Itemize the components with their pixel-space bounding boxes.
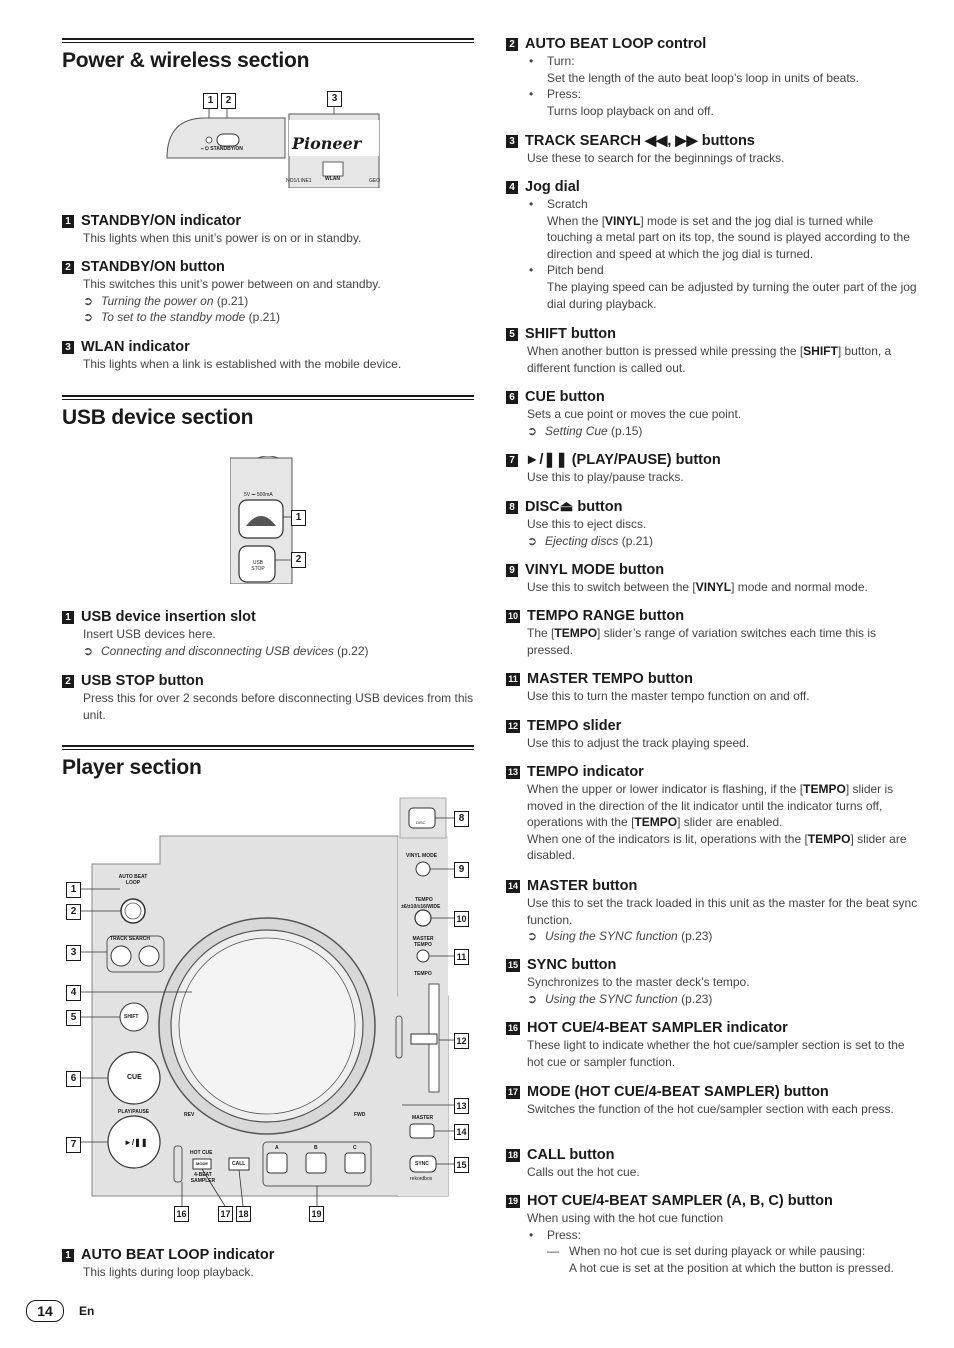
bullet: • Pitch bend xyxy=(527,262,918,279)
ref-link[interactable]: ➲ Using the SYNC function (p.23) xyxy=(527,991,713,1006)
right-item-13 xyxy=(506,763,918,864)
callout-5: 5 xyxy=(66,1010,81,1026)
pad-c-label: C xyxy=(353,1145,357,1151)
right-item-4 xyxy=(506,178,918,312)
dash-line: A hot cue is set at the position at which the button is pressed. xyxy=(569,1260,894,1275)
item-body xyxy=(527,1227,926,1277)
master-label: MASTER xyxy=(412,1115,434,1121)
power-item-2 xyxy=(62,258,474,326)
play-pause-icon: ►/❚❚ xyxy=(124,1138,148,1147)
right-item-3 xyxy=(506,132,918,167)
usb-stop-label: USB STOP xyxy=(251,560,265,572)
rev-label: REV xyxy=(184,1112,195,1118)
play-pause-label: PLAY/PAUSE xyxy=(118,1109,150,1115)
item-number: 3 xyxy=(506,135,518,148)
right-item-16 xyxy=(506,1019,918,1070)
callout-2: 2 xyxy=(221,93,236,109)
item-title: TEMPO slider xyxy=(527,718,622,734)
player-section-title: Player section xyxy=(62,756,202,779)
ref-link[interactable]: ➲ To set to the standby mode (p.21) xyxy=(83,310,281,325)
item-body: Use this to adjust the track playing speed. xyxy=(527,736,750,750)
tempo-slider-label: TEMPO xyxy=(414,971,432,977)
callout-2: 2 xyxy=(66,904,81,920)
call-label: CALL xyxy=(232,1161,246,1167)
item-number: 1 xyxy=(62,215,74,228)
bullet: • Scratch xyxy=(527,196,918,213)
item-title: TEMPO RANGE button xyxy=(527,608,685,624)
item-number: 2 xyxy=(506,38,518,51)
item-title: ►/❚❚ (PLAY/PAUSE) button xyxy=(525,452,721,468)
ref-link[interactable]: ➲ Ejecting discs (p.21) xyxy=(527,533,654,548)
callout-1: 1 xyxy=(66,882,81,898)
item-title: MASTER TEMPO button xyxy=(527,671,693,687)
section-rule xyxy=(62,395,474,400)
right-item-17 xyxy=(506,1083,918,1118)
item-title: STANDBY/ON indicator xyxy=(81,213,242,229)
item-number: 1 xyxy=(62,611,74,624)
geo-label: GEO xyxy=(369,178,381,184)
callout-9: 9 xyxy=(454,862,469,878)
pioneer-logo: Pioneer xyxy=(292,134,362,153)
callout-2: 2 xyxy=(291,552,306,568)
fwd-label: FWD xyxy=(354,1112,366,1118)
player-item-1 xyxy=(62,1246,474,1281)
right-item-11 xyxy=(506,670,918,705)
power-item-3 xyxy=(62,338,474,373)
item-body: This lights during loop playback. xyxy=(83,1265,254,1279)
item-body: Use this to play/pause tracks. xyxy=(527,470,684,484)
item-number: 9 xyxy=(506,564,518,577)
right-item-5 xyxy=(506,325,918,376)
item-body: This switches this unit’s power between on and standby. xyxy=(83,277,381,291)
callout-18: 18 xyxy=(236,1206,251,1222)
item-title: USB device insertion slot xyxy=(81,609,256,625)
item-body: Use this to eject discs. xyxy=(527,517,647,531)
bullet-body: When the [VINYL] mode is set and the jog dial is turned while touching a metal part on its top, the sound is played according to the direction and speed at which the jog dial is turned. xyxy=(547,213,910,261)
standby-label: ⎯ ⏻ STANDBY/ON xyxy=(201,146,243,152)
item-body: When another button is pressed while pressing the [SHIFT] button, a different function is called out. xyxy=(527,344,892,375)
item-title: VINYL MODE button xyxy=(525,562,665,578)
item-number: 16 xyxy=(507,1023,518,1033)
section-rule xyxy=(62,745,474,750)
item-title: TRACK SEARCH ◀◀, ▶▶ buttons xyxy=(525,133,755,149)
item-number: 2 xyxy=(62,261,74,274)
item-body: Synchronizes to the master deck’s tempo. xyxy=(527,975,750,989)
item-number: 14 xyxy=(507,881,518,891)
item-number: 15 xyxy=(507,960,518,970)
item-number: 11 xyxy=(506,673,520,686)
item-number: 18 xyxy=(507,1150,518,1160)
callout-19: 19 xyxy=(309,1206,324,1222)
disc-label: DISC xyxy=(416,820,426,825)
item-body: Switches the function of the hot cue/sampler section with each press. xyxy=(527,1102,894,1116)
sync-label: SYNC xyxy=(415,1161,429,1167)
item-number: 3 xyxy=(62,341,74,354)
callout-3: 3 xyxy=(66,945,81,961)
power-figure xyxy=(165,90,380,188)
vinyl-mode-label: VINYL MODE xyxy=(406,853,438,859)
item-title: MASTER button xyxy=(527,878,638,894)
item-number: 8 xyxy=(506,501,518,514)
bullet-body: The playing speed can be adjusted by turning the outer part of the jog dial during playback. xyxy=(547,279,917,311)
section-rule xyxy=(62,38,474,43)
item-title: SHIFT button xyxy=(525,326,617,342)
item-body: This lights when a link is established with the mobile device. xyxy=(83,357,402,371)
ref-link[interactable]: ➲ Turning the power on (p.21) xyxy=(83,293,249,308)
item-body: These light to indicate whether the hot cue/sampler section is set to the hot cue or sampler function. xyxy=(527,1038,905,1069)
item-number: 1 xyxy=(62,1249,74,1262)
hot-cue-label: HOT CUE xyxy=(190,1150,213,1156)
right-item-7 xyxy=(506,451,918,486)
power-item-1 xyxy=(62,212,474,247)
callout-4: 4 xyxy=(66,985,81,1001)
item-number: 19 xyxy=(507,1196,518,1206)
item-title: HOT CUE/4-BEAT SAMPLER (A, B, C) button xyxy=(527,1193,833,1209)
item-body xyxy=(527,53,918,119)
player-figure xyxy=(62,796,474,1226)
item-number: 2 xyxy=(62,675,74,688)
wlan-label: WLAN xyxy=(325,176,340,182)
usb-item-2 xyxy=(62,672,474,723)
item-title: USB STOP button xyxy=(81,673,204,689)
item-body: Use this to turn the master tempo function on and off. xyxy=(527,689,810,703)
auto-beat-label: AUTO BEAT LOOP xyxy=(118,874,148,886)
item-title: HOT CUE/4-BEAT SAMPLER indicator xyxy=(527,1020,788,1036)
page-number: 14 xyxy=(26,1300,64,1322)
item-body: When using with the hot cue function xyxy=(527,1211,724,1225)
callout-11: 11 xyxy=(454,949,469,965)
right-item-6 xyxy=(506,388,918,439)
item-body: Insert USB devices here. xyxy=(83,627,216,641)
item-number: 6 xyxy=(506,391,518,404)
callout-6: 6 xyxy=(66,1071,81,1087)
bullet-body: Set the length of the auto beat loop’s loop in units of beats. xyxy=(547,70,860,85)
dash-line: — When no hot cue is set during playack or while pausing: xyxy=(547,1244,866,1259)
item-number: 17 xyxy=(507,1087,518,1097)
right-item-19 xyxy=(506,1192,926,1276)
item-title: WLAN indicator xyxy=(81,339,190,355)
item-body: Press this for over 2 seconds before disconnecting USB devices from this unit. xyxy=(83,691,474,722)
usb-section-title: USB device section xyxy=(62,406,254,429)
item-title: AUTO BEAT LOOP indicator xyxy=(81,1247,275,1263)
player-panel-drawing xyxy=(62,796,474,1226)
item-number: 7 xyxy=(506,454,518,467)
ref-link[interactable]: ➲ Setting Cue (p.15) xyxy=(527,423,643,438)
pad-b-label: B xyxy=(314,1145,318,1151)
callout-14: 14 xyxy=(454,1124,469,1140)
callout-12: 12 xyxy=(454,1033,469,1049)
right-item-12 xyxy=(506,717,918,752)
callout-13: 13 xyxy=(454,1098,469,1114)
language-label: En xyxy=(79,1304,95,1318)
bullet: • Press: xyxy=(527,86,918,103)
item-body: Calls out the hot cue. xyxy=(527,1165,640,1179)
master-tempo-label: MASTER TEMPO xyxy=(412,936,434,948)
power-section-title: Power & wireless section xyxy=(62,49,310,72)
item-title: AUTO BEAT LOOP control xyxy=(525,36,707,52)
bullet-body: Turns loop playback on and off. xyxy=(547,103,714,118)
item-body: Use this to set the track loaded in this unit as the master for the beat sync function. xyxy=(527,896,918,927)
callout-7: 7 xyxy=(66,1137,81,1153)
callout-15: 15 xyxy=(454,1157,469,1173)
item-title: TEMPO indicator xyxy=(527,764,644,780)
right-item-14 xyxy=(506,877,918,945)
rekordbox-logo: rekordbox xyxy=(410,1176,433,1182)
item-body: When the upper or lower indicator is flashing, if the [TEMPO] slider is moved in the direction of the lit indicator until the indicator turns off, operations with the [TEMPO] slider are enabled. When one of the indicators is lit, operations with the [TEMPO] slider are disabled. xyxy=(527,782,907,863)
item-body xyxy=(527,196,918,312)
cue-label: CUE xyxy=(127,1074,142,1081)
right-item-18 xyxy=(506,1146,918,1181)
item-body: The [TEMPO] slider’s range of variation switches each time this is pressed. xyxy=(527,626,877,657)
ref-link[interactable]: ➲ Connecting and disconnecting USB devices (p.22) xyxy=(83,643,369,658)
callout-17: 17 xyxy=(218,1206,233,1222)
item-title: STANDBY/ON button xyxy=(81,259,225,275)
beat-sampler-label: 4-BEAT SAMPLER xyxy=(190,1172,216,1184)
item-body: Sets a cue point or moves the cue point. xyxy=(527,407,742,421)
callout-8: 8 xyxy=(454,811,469,827)
usb-figure xyxy=(230,456,310,584)
shift-label: SHIFT xyxy=(124,1014,139,1020)
ref-link[interactable]: ➲ Using the SYNC function (p.23) xyxy=(527,929,713,944)
track-search-label: TRACK SEARCH xyxy=(110,936,150,942)
item-title: DISC⏏ button xyxy=(525,499,623,515)
callout-1: 1 xyxy=(291,510,306,526)
pad-a-label: A xyxy=(275,1145,279,1151)
line-label: NO1/LINE1 xyxy=(286,178,312,184)
item-number: 10 xyxy=(507,611,518,621)
right-item-8 xyxy=(506,498,918,549)
item-title: SYNC button xyxy=(527,957,617,973)
tempo-range-title: TEMPO xyxy=(415,897,433,903)
callout-16: 16 xyxy=(174,1206,189,1222)
item-number: 13 xyxy=(507,767,518,777)
usb-rating-label: 5V ⎓ 500mA xyxy=(244,492,273,498)
callout-10: 10 xyxy=(454,911,469,927)
usb-item-1 xyxy=(62,608,474,659)
item-title: CALL button xyxy=(527,1147,615,1163)
item-number: 12 xyxy=(507,721,518,731)
callout-3: 3 xyxy=(327,91,342,107)
item-number: 4 xyxy=(506,181,518,194)
tempo-range-label: ±6/±10/±16/WIDE xyxy=(401,904,441,910)
mode-label: MODE xyxy=(196,1161,208,1166)
bullet: • Press: xyxy=(527,1227,926,1244)
item-title: CUE button xyxy=(525,389,605,405)
callout-1: 1 xyxy=(203,93,218,109)
right-item-10 xyxy=(506,607,918,658)
item-body: This lights when this unit’s power is on or in standby. xyxy=(83,231,362,245)
item-body: Use this to switch between the [VINYL] mode and normal mode. xyxy=(527,580,868,594)
right-item-9 xyxy=(506,561,918,596)
right-item-15 xyxy=(506,956,918,1007)
bullet: • Turn: xyxy=(527,53,918,70)
item-title: Jog dial xyxy=(525,179,580,195)
right-item-2 xyxy=(506,35,918,119)
item-title: MODE (HOT CUE/4-BEAT SAMPLER) button xyxy=(527,1084,829,1100)
item-number: 5 xyxy=(506,328,518,341)
item-body: Use these to search for the beginnings of tracks. xyxy=(527,151,785,165)
